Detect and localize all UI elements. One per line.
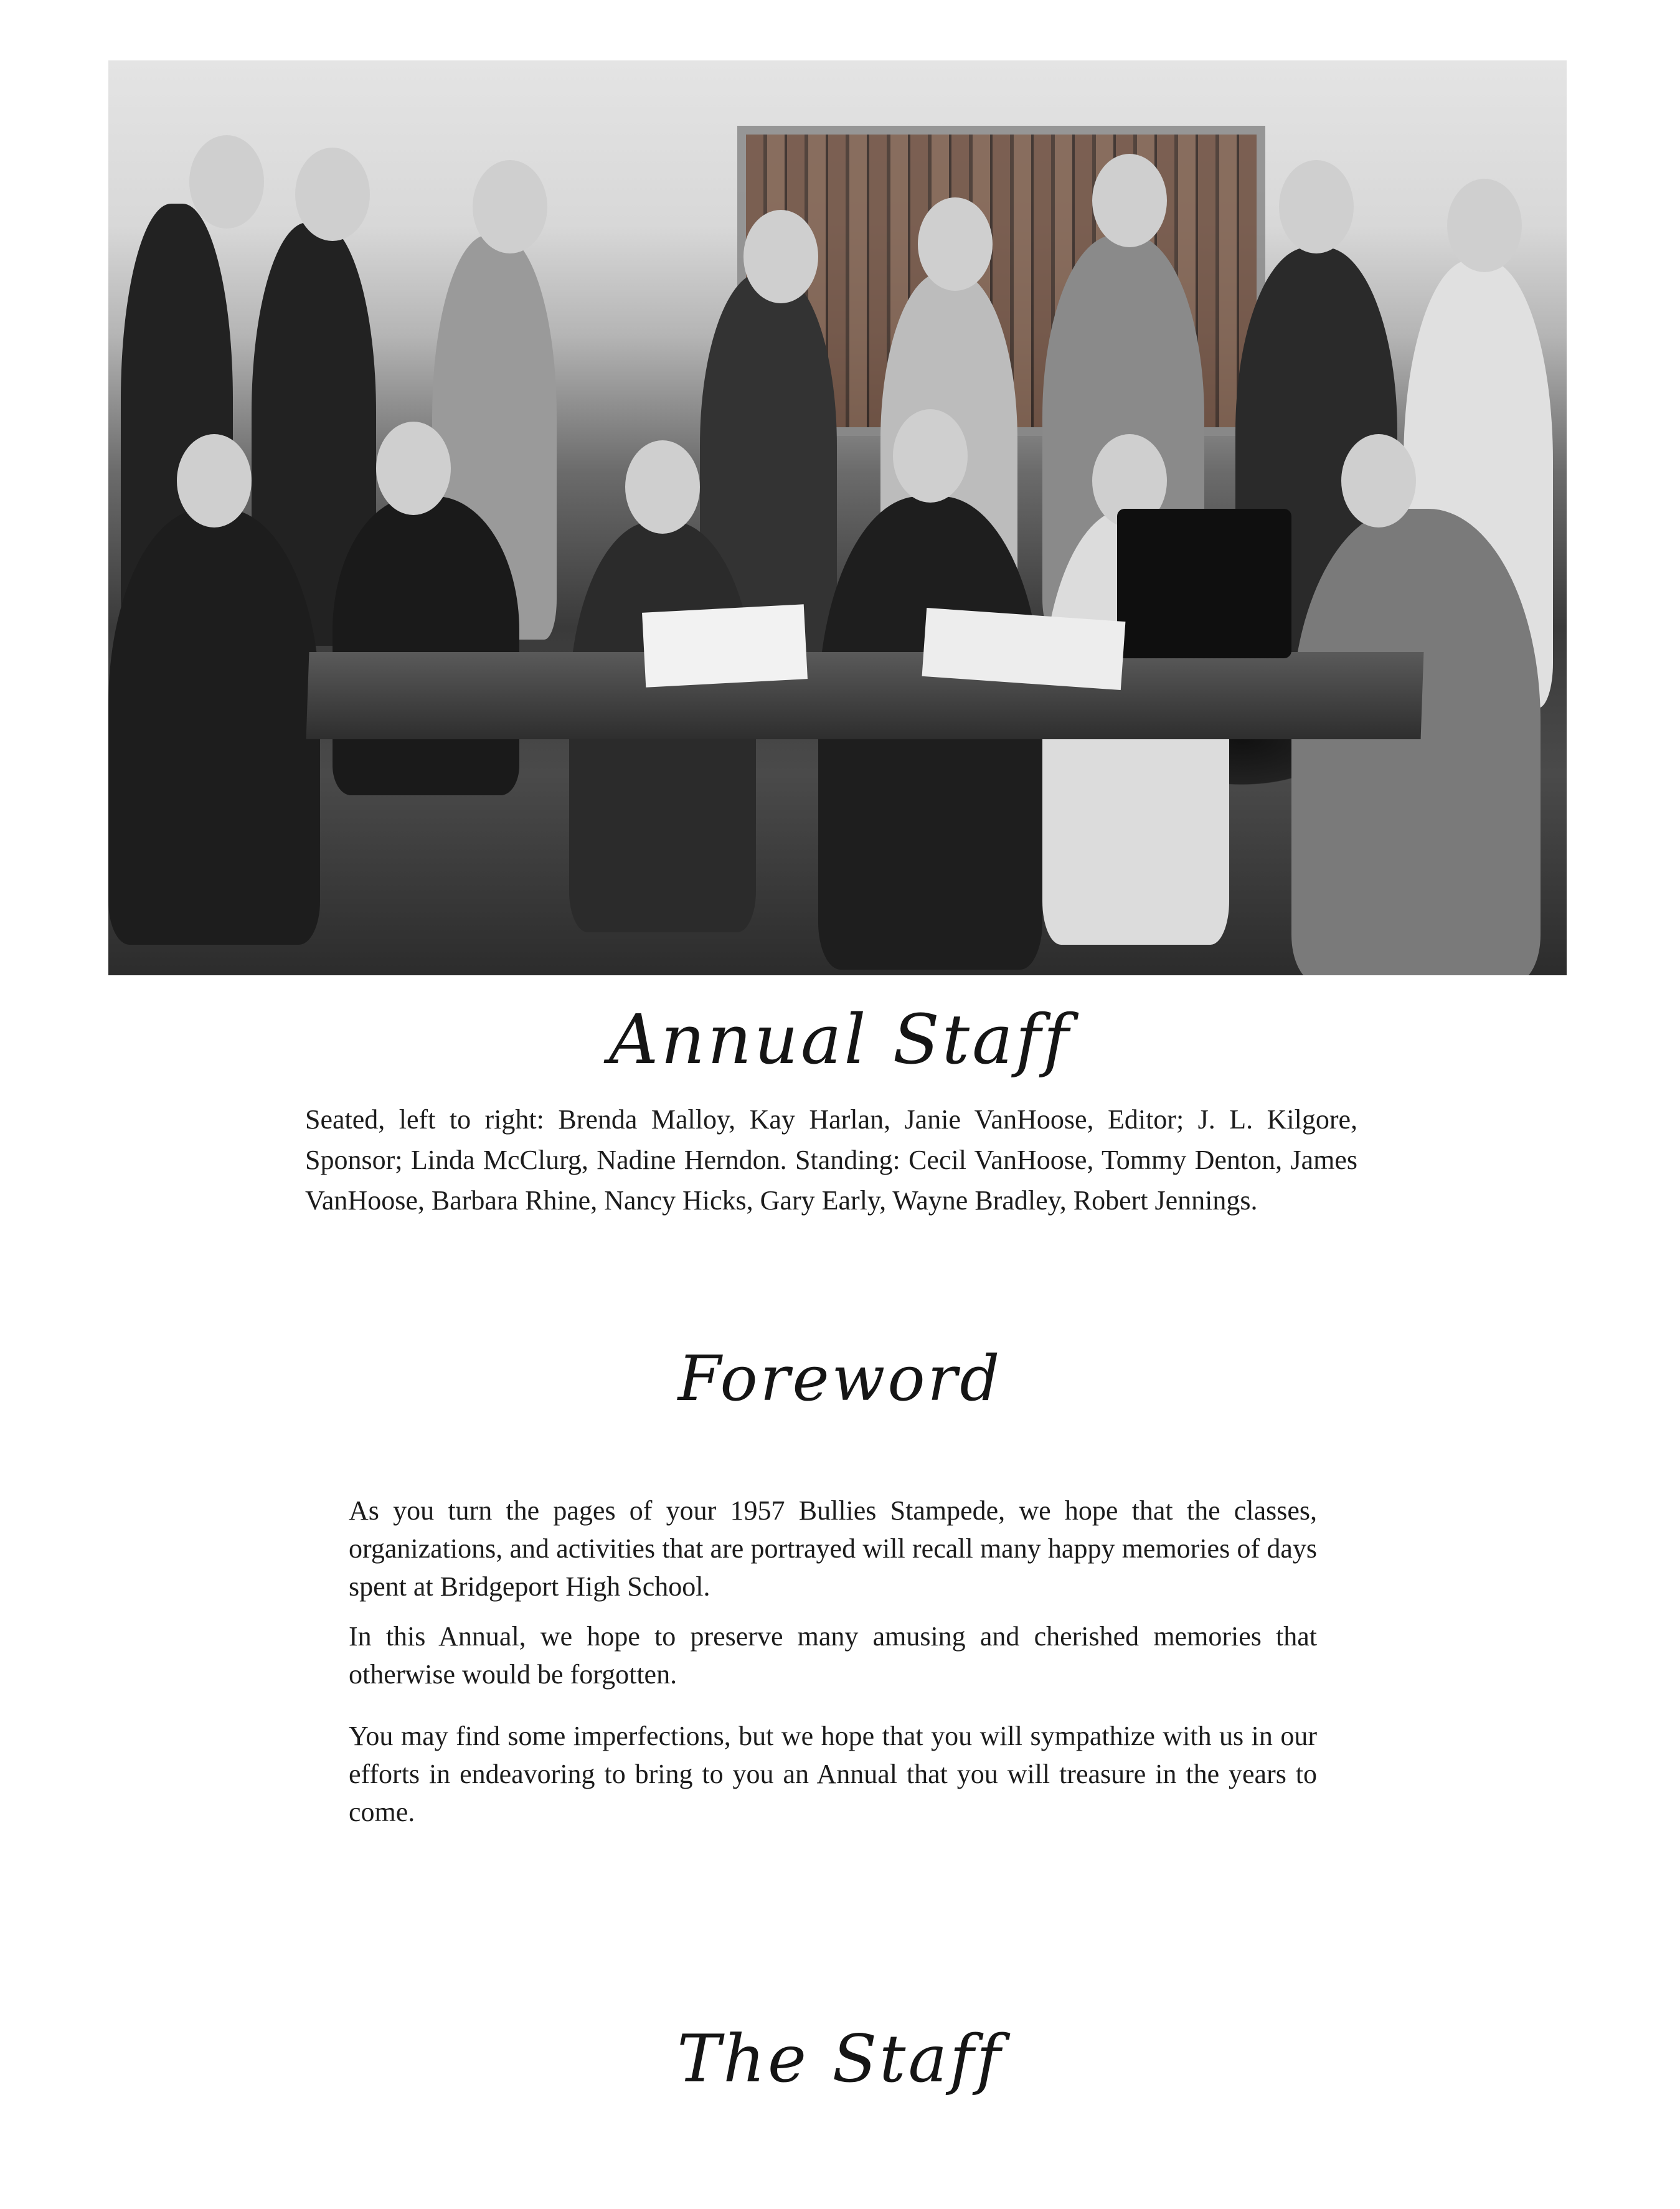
person-head bbox=[189, 135, 264, 229]
foreword-paragraph: You may find some imperfections, but we hope that you will sympathize with us in our efforts in endeavoring to bring to you an Annual that you will treasure in the years to come. bbox=[349, 1721, 1317, 1827]
annual-staff-heading: Annual Staff bbox=[608, 1000, 1072, 1079]
paper bbox=[642, 604, 808, 687]
person-head bbox=[743, 210, 818, 303]
foreword-paragraph: As you turn the pages of your 1957 Bullies Stampede, we hope that the classes, organizations, and activities that are portrayed will recall many happy memories of days spent at Bridgeport High School. bbox=[349, 1495, 1317, 1602]
staff-group-photo bbox=[108, 60, 1567, 975]
table bbox=[306, 652, 1424, 739]
person-seated bbox=[108, 509, 320, 945]
person-head bbox=[295, 148, 370, 241]
person-head bbox=[1341, 434, 1416, 527]
paper bbox=[922, 608, 1126, 690]
typewriter bbox=[1117, 509, 1291, 658]
person-head bbox=[1279, 160, 1354, 253]
signature: The Staff bbox=[677, 2021, 1003, 2097]
person-head bbox=[1092, 154, 1167, 247]
person-head bbox=[918, 197, 993, 291]
person-head bbox=[473, 160, 547, 253]
person-head bbox=[1447, 179, 1522, 272]
person-seated bbox=[1291, 509, 1541, 975]
foreword-heading: Foreword bbox=[677, 1342, 1003, 1415]
person-head bbox=[177, 434, 252, 527]
person-head bbox=[625, 440, 700, 534]
person-seated bbox=[333, 496, 519, 795]
foreword-paragraph: In this Annual, we hope to preserve many amusing and cherished memories that otherwise would be forgotten. bbox=[349, 1621, 1317, 1690]
person-head bbox=[376, 422, 451, 515]
person-head bbox=[893, 409, 968, 503]
photo-caption: Seated, left to right: Brenda Malloy, Kay Harlan, Janie VanHoose, Editor; J. L. Kilgore, Sponsor; Linda McClurg, Nadine Herndon. Standing: Cecil VanHoose, Tommy Denton, James VanHoose, Barbara Rhine, Nancy Hicks, Gary Early, Wayne Bradley, Robert Jennings. bbox=[305, 1104, 1357, 1216]
